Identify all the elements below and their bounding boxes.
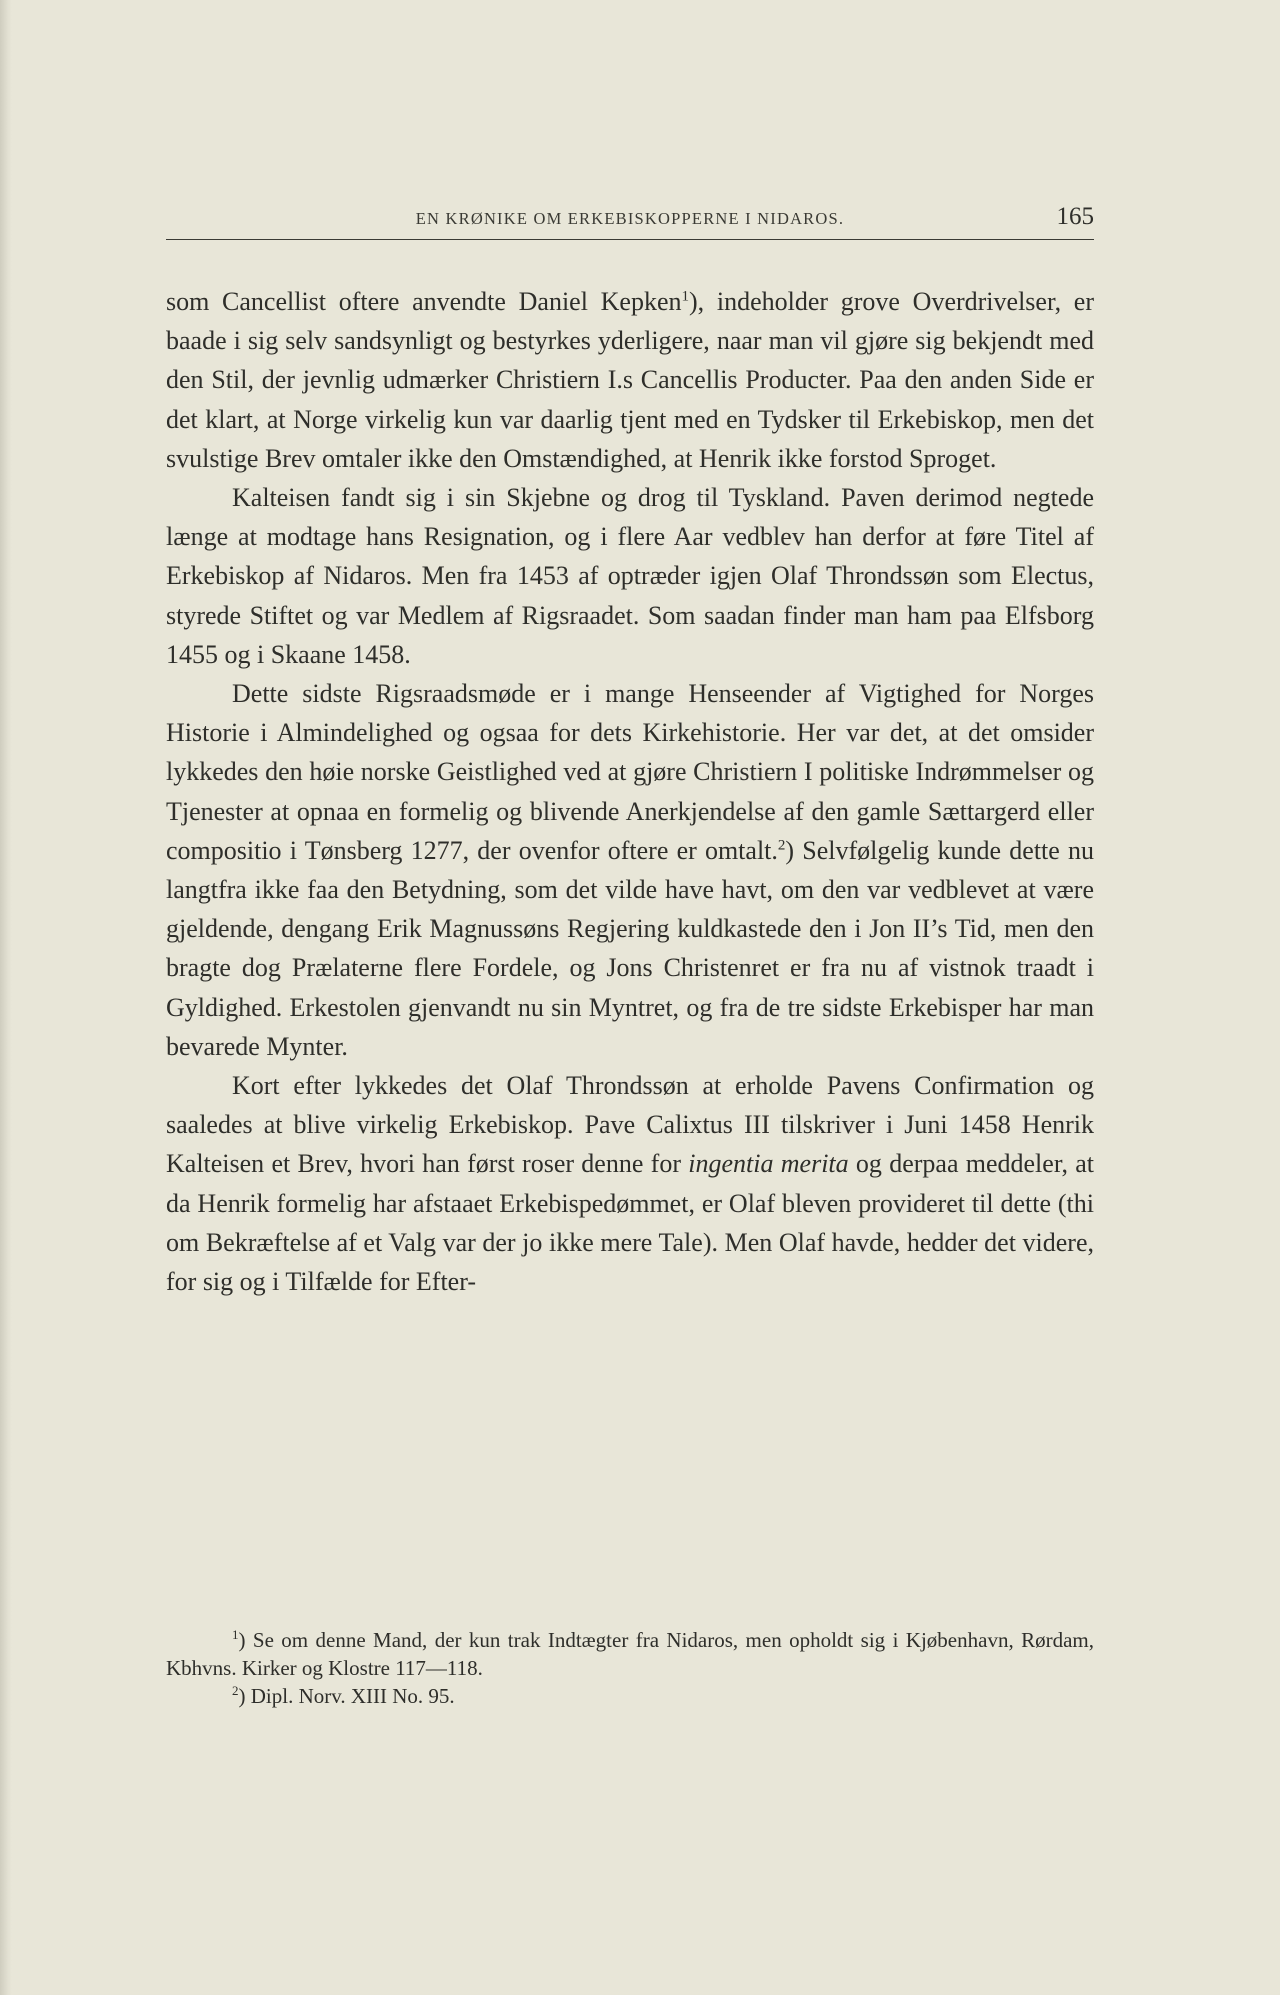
- paragraph-3: [166, 674, 1094, 1066]
- paragraph-1-text-b: ), indeholder grove Overdrivelser, er baade i sig selv sandsynligt og bestyrkes yderligere, naar man vil gjøre sig bekjendt med den Stil, der jevnlig udmærker Christiern I.s Cancellis Producter. Paa den anden Side er det klart, at Norge virkelig kun var daarlig tjent med en Tydsker til Erkebiskop, men det svulstige Brev omtaler ikke den Omstændighed, at Henrik ikke forstod Sproget.: [166, 287, 1094, 473]
- paragraph-1: [166, 282, 1094, 478]
- paragraph-3-text-a: Dette sidste Rigsraadsmøde er i mange Henseender af Vigtighed for Norges Historie i Almindelighed og ogsaa for dets Kirkehistorie. Her var det, at det omsider lykkedes den høie norske Geistlighed ved at gjøre Christiern I politiske Indrømmelser og Tjenester at opnaa en formelig og blivende Anerkjendelse af den gamle Sættargerd eller compositio i Tønsberg 1277, der ovenfor oftere er omtalt.: [166, 679, 1094, 865]
- footnote-1: [166, 1626, 1094, 1682]
- footnote-ref-1: 1: [681, 288, 689, 305]
- paragraph-2: [166, 478, 1094, 674]
- paragraph-2-text: Kalteisen fandt sig i sin Skjebne og drog til Tyskland. Paven derimod negtede længe at modtage hans Resignation, og i flere Aar vedblev han derfor at føre Titel af Erkebiskop af Nidaros. Men fra 1453 af optræder igjen Olaf Throndssøn som Electus, styrede Stiftet og var Medlem af Rigsraadet. Som saadan finder man ham paa Elfsborg 1455 og i Skaane 1458.: [166, 483, 1094, 669]
- running-title: EN KRØNIKE OM ERKEBISKOPPERNE I NIDAROS.: [415, 209, 845, 228]
- paragraph-3-text-b: ) Selvfølgelig kunde dette nu langtfra ikke faa den Betydning, som det vilde have havt, om den var vedblevet at være gjeldende, dengang Erik Magnussøns Regjering kuldkastede den i Jon II’s Tid, men den bragte dog Prælaterne flere Fordele, og Jons Christenret er fra nu af vistnok traadt i Gyldighed. Erkestolen gjenvandt nu sin Myntret, og fra de tre sidste Erkebisper har man bevarede Mynter.: [166, 835, 1095, 1061]
- footnote-1-text: ) Se om denne Mand, der kun trak Indtægter fra Nidaros, men opholdt sig i Kjøbenhavn, Rørdam, Kbhvns. Kirker og Klostre 117—118.: [166, 1628, 1094, 1680]
- footnote-ref-2: 2: [777, 837, 786, 854]
- scan-edge: [0, 0, 12, 1995]
- footnote-2-mark: 2: [232, 1683, 239, 1698]
- paragraph-1-text-a: som Cancellist oftere anvendte Daniel Kepken: [166, 287, 682, 316]
- running-head: [166, 195, 1094, 240]
- footnote-2: [166, 1682, 1094, 1710]
- paragraph-4: [166, 1066, 1094, 1301]
- body-text: [166, 282, 1094, 1301]
- paragraph-4-text-b: og derpaa meddeler, at da Henrik formelig har afstaaet Erkebispedømmet, er Olaf bleven provideret til dette (thi om Bekræftelse af et Valg var der jo ikke mere Tale). Men Olaf havde, hedder det videre, for sig og i Tilfælde for Efter-: [166, 1149, 1094, 1297]
- book-page: [166, 195, 1095, 1708]
- footnote-2-text: ) Dipl. Norv. XIII No. 95.: [238, 1684, 455, 1708]
- footnote-1-mark: 1: [232, 1627, 239, 1642]
- paragraph-4-text-a: Kort efter lykkedes det Olaf Throndssøn at erholde Pavens Confirmation og saaledes at blive virkelig Erkebiskop. Pave Calixtus III tilskriver i Juni 1458 Henrik Kalteisen et Brev, hvori han først roser denne for: [166, 1071, 1094, 1179]
- paragraph-4-italic: ingentia merita: [688, 1149, 849, 1179]
- page-number: 165: [1056, 203, 1094, 230]
- footnotes: [166, 1626, 1094, 1710]
